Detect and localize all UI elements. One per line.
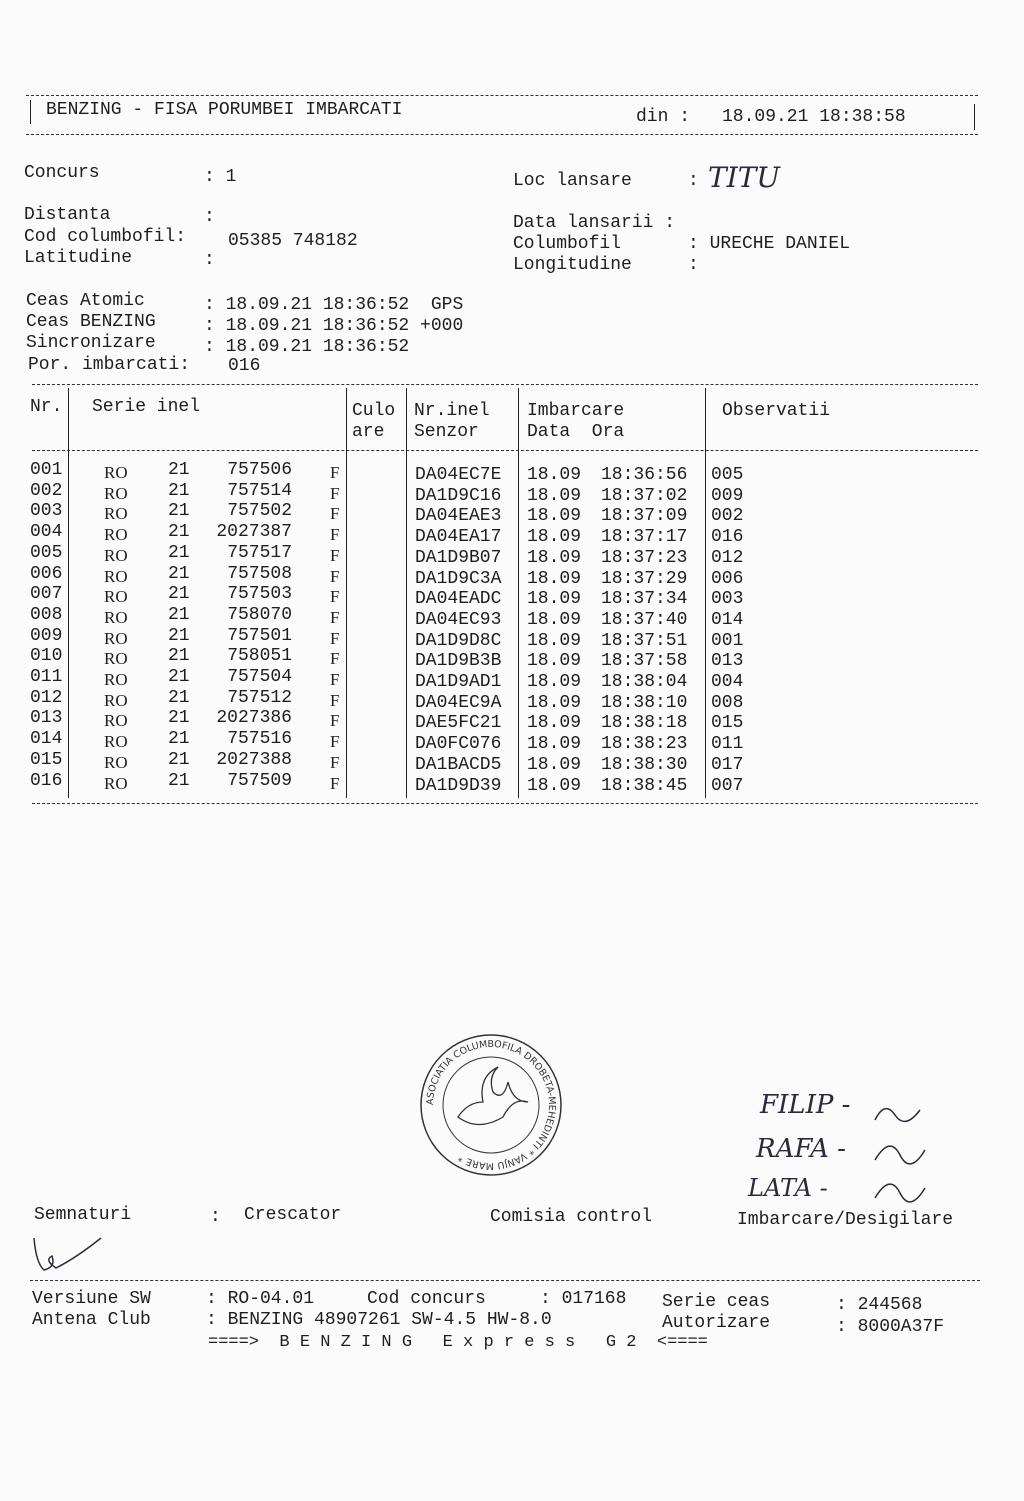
stamp-text: ASOCIATIA COLUMBOFILA DROBETA-MEHEDINTI * VANJU MARE * [424,1038,558,1172]
row-country: RO [104,628,128,648]
row-observatii: 006 [711,568,744,589]
row-observatii: 012 [711,547,744,568]
row-sensor: DA04EC9A [415,692,502,713]
din-value: 18.09.21 18:38:58 [722,107,906,127]
dove-icon [458,1067,528,1125]
row-time: 18:36:56 [601,465,688,485]
row-nr: 004 [30,522,63,543]
row-sex: F [330,463,340,482]
row-nr: 007 [30,584,63,605]
row-time: 18:38:04 [601,672,688,692]
versiune-sw-label: Versiune SW [32,1289,151,1309]
row-date: 18.09 [527,527,582,548]
row-sensor: DA04EC93 [415,609,502,630]
row-observatii: 001 [711,630,744,651]
row-ring-number: 757508 [227,563,292,584]
longitudine-value: : [688,255,699,275]
row-country: RO [104,649,128,669]
row-country: RO [104,773,128,793]
row-country: RO [104,690,128,710]
row-sex: F [330,670,340,689]
row-date: 18.09 [527,506,582,527]
row-sensor: DA1D9B07 [415,547,502,568]
row-year: 21 [168,770,190,791]
row-country: RO [104,504,128,524]
latitudine-label: Latitudine [24,248,133,268]
row-observatii: 003 [711,589,744,610]
row-nr: 006 [30,563,63,584]
row-time: 18:38:10 [601,692,688,713]
row-date: 18.09 [527,465,582,485]
header-left-border [30,100,31,124]
handwritten-lata: LATA - [748,1174,836,1202]
row-time: 18:37:09 [601,506,688,527]
ceas-atomic-value: : 18.09.21 18:36:52 GPS [204,295,464,315]
row-ring-number: 757512 [227,687,292,708]
row-nr: 011 [30,667,63,687]
row-observatii: 015 [711,713,744,734]
col-header-imbarcare: Imbarcare [527,401,625,421]
footer-border [30,1280,980,1281]
row-nr: 012 [30,687,63,708]
row-observatii: 011 [711,734,744,755]
row-ring-number: 757502 [227,501,292,522]
row-ring-number: 2027387 [216,522,292,543]
serie-ceas-value: : 244568 [836,1295,923,1315]
row-ring-number: 757506 [227,460,292,480]
row-time: 18:37:58 [601,651,688,672]
document-title: BENZING - FISA PORUMBEI IMBARCATI [46,100,403,120]
row-observatii: 007 [711,775,744,796]
row-ring-number: 757509 [227,770,292,791]
row-time: 18:38:23 [601,734,688,755]
row-ring-number: 757514 [227,480,292,501]
header-bottom-border [26,134,978,135]
row-year: 21 [168,625,190,646]
concurs-label: Concurs [24,163,100,183]
row-nr: 008 [30,604,63,625]
row-observatii: 009 [711,485,744,506]
row-year: 21 [168,563,190,584]
cod-concurs-value: : 017168 [540,1289,627,1309]
row-nr: 002 [30,480,63,501]
row-sensor: DA1BACD5 [415,754,502,775]
row-year: 21 [168,480,190,501]
table-top-border [32,384,978,385]
antena-club-label: Antena Club [32,1310,151,1330]
handwritten-initials [870,1090,940,1210]
row-year: 21 [168,501,190,522]
col-divider [346,388,347,798]
row-date: 18.09 [527,485,582,506]
row-year: 21 [168,584,190,605]
row-time: 18:37:29 [601,568,688,589]
col-header-culoare-2: are [352,422,385,442]
row-nr: 010 [30,646,63,667]
row-year: 21 [168,749,190,770]
col-divider [518,388,519,798]
semnaturi-label: Semnaturi [34,1205,132,1225]
row-year: 21 [168,522,190,543]
row-date: 18.09 [527,609,582,630]
row-nr: 016 [30,770,63,791]
row-year: 21 [168,542,190,563]
distanta-label: Distanta [24,205,111,225]
row-year: 21 [168,604,190,625]
semnaturi-colon: : [210,1207,221,1227]
crescator-label: Crescator [244,1205,342,1225]
col-header-serie: Serie inel [92,397,201,417]
row-time: 18:38:30 [601,754,688,775]
loc-lansare-value: TITU [708,161,781,194]
row-time: 18:38:45 [601,775,688,796]
por-imbarcati-value: 016 [228,356,261,376]
row-sensor: DA0FC076 [415,734,502,755]
row-observatii: 013 [711,651,744,672]
row-ring-number: 757503 [227,584,292,605]
row-country: RO [104,525,128,545]
row-sex: F [330,587,340,607]
row-ring-number: 757516 [227,729,292,750]
row-nr: 003 [30,501,63,522]
row-sensor: DA04EA17 [415,527,502,548]
row-sensor: DA04EC7E [415,465,502,485]
row-ring-number: 758070 [227,604,292,625]
row-sex: F [330,773,340,793]
row-ring-number: 2027388 [216,749,292,770]
row-country: RO [104,463,128,482]
row-sex: F [330,690,340,710]
table-header-border [32,450,978,451]
row-nr: 009 [30,625,63,646]
imbarcare-desigilare-label: Imbarcare/Desigilare [737,1210,954,1230]
col-header-nr: Nr. [30,397,63,417]
row-year: 21 [168,687,190,708]
columbofil-value: : URECHE DANIEL [688,234,851,254]
row-year: 21 [168,646,190,667]
row-time: 18:37:51 [601,630,688,651]
row-sex: F [330,566,340,586]
row-date: 18.09 [527,692,582,713]
row-date: 18.09 [527,672,582,692]
ceas-atomic-label: Ceas Atomic [26,291,145,311]
col-header-nr-inel: Nr.inel [414,401,490,421]
din-label: din : [636,107,691,127]
row-date: 18.09 [527,547,582,568]
col-header-data-ora: Data Ora [527,422,625,442]
row-sex: F [330,732,340,752]
row-country: RO [104,607,128,627]
autorizare-label: Autorizare [662,1313,771,1333]
row-sex: F [330,752,340,772]
breeder-signature [28,1232,108,1277]
serie-ceas-label: Serie ceas [662,1292,771,1312]
row-nr: 013 [30,708,63,729]
versiune-sw-value: : RO-04.01 [206,1289,315,1309]
row-time: 18:37:17 [601,527,688,548]
row-ring-number: 2027386 [216,708,292,729]
antena-club-value: : BENZING 48907261 SW-4.5 HW-8.0 [206,1310,552,1330]
row-observatii: 017 [711,754,744,775]
col-header-senzor: Senzor [414,422,479,442]
row-observatii: 002 [711,506,744,527]
row-sex: F [330,545,340,565]
row-time: 18:37:02 [601,485,688,506]
columbofil-label: Columbofil [513,234,622,254]
header-top-border [26,95,978,96]
row-ring-number: 757504 [227,667,292,687]
row-sex: F [330,607,340,627]
ceas-benzing-label: Ceas BENZING [26,312,156,332]
row-ring-number: 758051 [227,646,292,667]
table-bottom-border [32,803,978,804]
row-country: RO [104,752,128,772]
row-sensor: DA1D9B3B [415,651,502,672]
col-header-observatii: Observatii [722,401,831,421]
row-year: 21 [168,729,190,750]
row-observatii: 005 [711,465,744,485]
row-ring-number: 757501 [227,625,292,646]
col-divider [68,388,69,798]
row-country: RO [104,732,128,752]
handwritten-rafa: RAFA - [756,1134,855,1164]
row-year: 21 [168,667,190,687]
benzing-express-banner: ====> B E N Z I N G E x p r e s s G 2 <==== [208,1333,708,1352]
row-date: 18.09 [527,651,582,672]
row-country: RO [104,545,128,565]
row-time: 18:37:23 [601,547,688,568]
row-sensor: DA1D9AD1 [415,672,502,692]
latitudine-value: : [204,250,215,270]
col-divider [705,388,706,798]
row-country: RO [104,566,128,586]
row-sensor: DA1D9D39 [415,775,502,796]
row-country: RO [104,483,128,503]
row-time: 18:37:34 [601,589,688,610]
sincronizare-label: Sincronizare [26,333,156,353]
row-country: RO [104,670,128,689]
svg-text:ASOCIATIA COLUMBOFILA DROBETA- [425,1039,557,1171]
ceas-benzing-value: : 18.09.21 18:36:52 +000 [204,316,464,336]
row-observatii: 016 [711,527,744,548]
row-date: 18.09 [527,568,582,589]
comisia-control-label: Comisia control [490,1207,653,1227]
row-date: 18.09 [527,713,582,734]
row-observatii: 014 [711,609,744,630]
row-year: 21 [168,460,190,480]
cod-columbofil-label: Cod columbofil: [24,227,187,247]
distanta-value: : [204,207,215,227]
row-sex: F [330,504,340,524]
cod-columbofil-value: 05385 748182 [228,231,358,251]
sincronizare-value: : 18.09.21 18:36:52 [204,337,410,357]
row-sensor: DA1D9C16 [415,485,502,506]
row-nr: 015 [30,749,63,770]
row-date: 18.09 [527,589,582,610]
row-date: 18.09 [527,630,582,651]
row-observatii: 008 [711,692,744,713]
row-sensor: DAE5FC21 [415,713,502,734]
row-nr: 001 [30,460,63,480]
row-ring-number: 757517 [227,542,292,563]
row-sensor: DA1D9D8C [415,630,502,651]
row-sex: F [330,649,340,669]
row-year: 21 [168,708,190,729]
row-sex: F [330,628,340,648]
row-date: 18.09 [527,734,582,755]
row-nr: 005 [30,542,63,563]
row-sex: F [330,483,340,503]
row-sensor: DA1D9C3A [415,568,502,589]
row-date: 18.09 [527,775,582,796]
association-stamp [418,1032,564,1178]
row-sex: F [330,525,340,545]
cod-concurs-label: Cod concurs [367,1289,486,1309]
row-country: RO [104,711,128,731]
longitudine-label: Longitudine [513,255,632,275]
handwritten-filip: FILIP - [760,1090,859,1120]
row-time: 18:37:40 [601,609,688,630]
row-time: 18:38:18 [601,713,688,734]
por-imbarcati-label: Por. imbarcati: [28,355,191,375]
header-right-border [974,104,975,130]
row-nr: 014 [30,729,63,750]
concurs-value: : 1 [204,167,237,187]
col-header-culoare: Culo [352,401,396,421]
col-divider [406,388,407,798]
row-sensor: DA04EADC [415,589,502,610]
row-country: RO [104,587,128,607]
row-sex: F [330,711,340,731]
autorizare-value: : 8000A37F [836,1317,945,1337]
loc-lansare-label: Loc lansare [513,171,632,191]
row-date: 18.09 [527,754,582,775]
row-observatii: 004 [711,672,744,692]
row-sensor: DA04EAE3 [415,506,502,527]
data-lansarii-label: Data lansarii : [513,213,676,233]
